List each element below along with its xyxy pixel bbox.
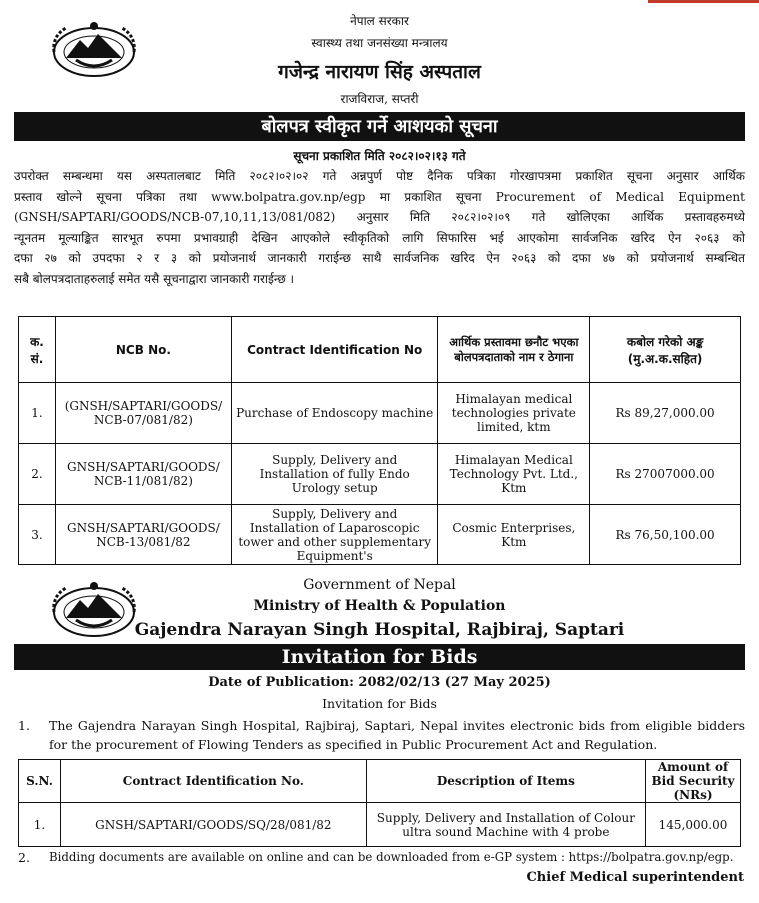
english-invitation-banner: Invitation for Bids [14, 644, 745, 670]
cell-sn: 3. [19, 505, 56, 565]
nepali-publication-date: सूचना प्रकाशित मिति २०८२।०२।१३ गते [293, 149, 466, 163]
cell-sn: 1. [19, 803, 61, 847]
english-subtitle: Invitation for Bids [322, 696, 437, 711]
cell-ncb: (GNSH/SAPTARI/GOODS/ NCB-07/081/82) [55, 383, 231, 444]
nepali-notice-paragraph [14, 166, 745, 289]
table-header-row [19, 760, 741, 803]
nepali-hospital-name: गजेन्द्र नारायण सिंह अस्पताल [278, 61, 481, 83]
header-description: Description of Items [366, 760, 645, 803]
english-govt-title: Government of Nepal [303, 577, 456, 593]
bid-items-table [18, 759, 741, 847]
paragraph-line: सबै बोलपत्रदाताहरुलाई समेत यसै सूचनाद्वारा जानकारी गराईन्छ । [14, 271, 295, 286]
nepali-location: राजविराज, सप्तरी [340, 92, 419, 106]
table-row [19, 505, 741, 565]
table-row [19, 444, 741, 505]
cell-bidder: Cosmic Enterprises, Ktm [438, 505, 590, 565]
table-header-row [19, 317, 741, 383]
nepali-ministry-title: स्वास्थ्य तथा जनसंख्या मन्त्रालय [311, 36, 448, 50]
cell-amount: Rs 27007000.00 [590, 444, 741, 505]
paragraph-line: दफा २७ को उपदफा २ र ३ को प्रयोजनार्थ जानकारी गराईन्छ साथै सार्वजनिक खरिद ऐन २०६३ को दफा ४७ को प्रयोजनार्थ सम्बन्धित [14, 251, 745, 265]
cell-amount: Rs 76,50,100.00 [590, 505, 741, 565]
cell-bidder: Himalayan medical technologies private limited, ktm [438, 383, 590, 444]
bid-clause-2 [14, 848, 745, 868]
clause-number: 2. [18, 850, 30, 865]
top-accent-bar [648, 0, 759, 3]
cell-contract: GNSH/SAPTARI/GOODS/SQ/28/081/82 [60, 803, 366, 847]
header-sn: क. सं. [19, 317, 56, 383]
table-row [19, 803, 741, 847]
header-sn: S.N. [19, 760, 61, 803]
table-row [19, 383, 741, 444]
paragraph-line: उपरोक्त सम्बन्धमा यस अस्पतालबाट मिति २०८२।०२।०२ गते अन्नपुर्ण पोष्ट दैनिक पत्रिका गोरखापत्रमा प्रकाशित सूचना अनुसार आर्थिक [14, 169, 745, 183]
header-contract: Contract Identification No. [60, 760, 366, 803]
signature-title: Chief Medical superintendent [526, 870, 744, 885]
cell-contract: Purchase of Endoscopy machine [231, 383, 438, 444]
cell-contract: Supply, Delivery and Installation of fully Endo Urology setup [231, 444, 438, 505]
english-ministry-title: Ministry of Health & Population [253, 598, 506, 614]
clause-text: The Gajendra Narayan Singh Hospital, Rajbiraj, Saptari, Nepal invites electronic bids from eligible bidders for the procurement of Flowing Tenders as specified in Public Procurement Act and Regulation. [49, 718, 745, 752]
nepali-notice-banner: बोलपत्र स्वीकृत गर्ने आशयको सूचना [14, 112, 745, 141]
cell-contract: Supply, Delivery and Installation of Laparoscopic tower and other supplementary Equipment's [231, 505, 438, 565]
cell-security: 145,000.00 [646, 803, 741, 847]
paragraph-line: न्यूनतम मूल्याङ्कित सारभूत रुपमा प्रभावग्राही देखिन आएकोले स्वीकृतिको लागि सिफारिस भई आएकोमा सार्वजनिक खरिद ऐन २०६३ को [14, 230, 745, 245]
cell-sn: 2. [19, 444, 56, 505]
cell-ncb: GNSH/SAPTARI/GOODS/ NCB-13/081/82 [55, 505, 231, 565]
header-amount: कबोल गरेको अङ्क (मु.अ.क.सहित) [590, 317, 741, 383]
header-contract: Contract Identification No [231, 317, 438, 383]
cell-ncb: GNSH/SAPTARI/GOODS/ NCB-11/081/82) [55, 444, 231, 505]
cell-bidder: Himalayan Medical Technology Pvt. Ltd., Ktm [438, 444, 590, 505]
clause-text: Bidding documents are available on online and can be downloaded from e-GP system : https://bolpatra.gov.np/egp. [49, 850, 734, 864]
header-ncb: NCB No. [55, 317, 231, 383]
english-hospital-name: Gajendra Narayan Singh Hospital, Rajbiraj, Saptari [134, 620, 625, 640]
header-bidder: आर्थिक प्रस्तावमा छनौट भएका बोलपत्रदाताको नाम र ठेगाना [438, 317, 590, 383]
approved-bidders-table [18, 316, 741, 565]
nepali-govt-title: नेपाल सरकार [350, 14, 409, 28]
header-security: Amount of Bid Security (NRs) [646, 760, 741, 803]
cell-sn: 1. [19, 383, 56, 444]
clause-number: 1. [18, 718, 30, 733]
cell-description: Supply, Delivery and Installation of Colour ultra sound Machine with 4 probe [366, 803, 645, 847]
paragraph-line: प्रस्ताव खोल्ने सूचना पत्रिका तथा www.bolpatra.gov.np/egp मा प्रकाशित सूचना Procurement of Medical Equipment [14, 189, 745, 204]
english-publication-date: Date of Publication: 2082/02/13 (27 May 2025) [208, 675, 551, 690]
paragraph-line: (GNSH/SAPTARI/GOODS/NCB-07,10,11,13/081/082) अनुसार मिति २०८२।०२।०९ गते खोलिएका आर्थिक प्रस्तावहरुमध्ये [14, 210, 745, 224]
bid-clause-1 [14, 716, 745, 756]
cell-amount: Rs 89,27,000.00 [590, 383, 741, 444]
